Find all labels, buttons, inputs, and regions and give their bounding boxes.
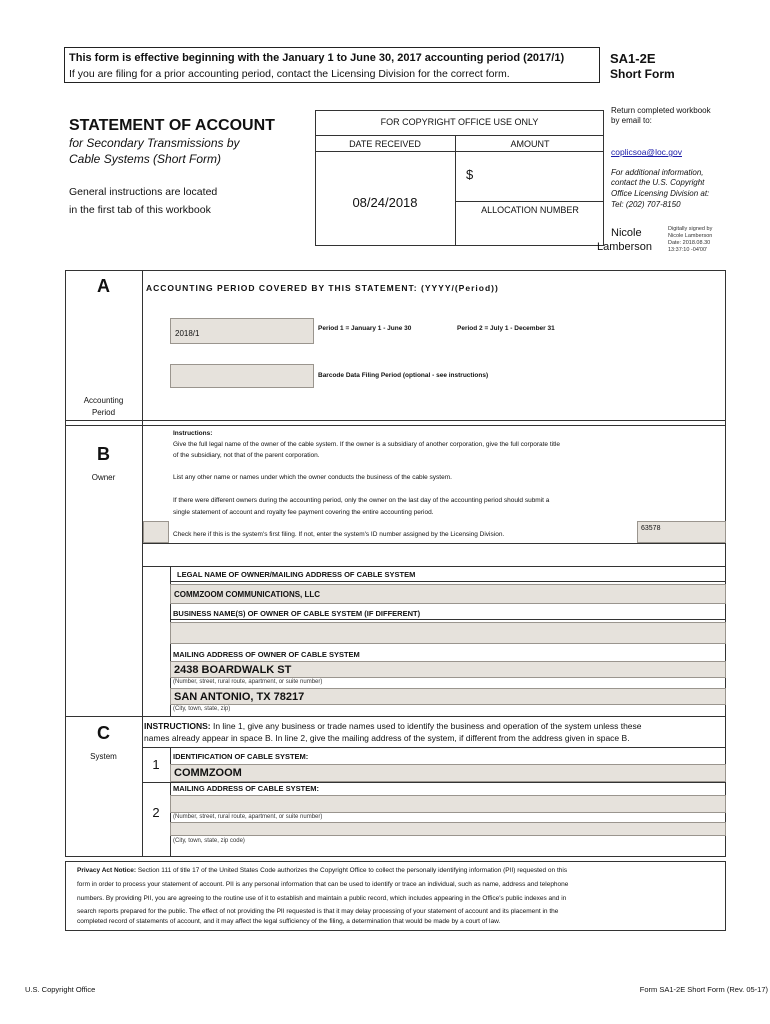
- form-subtitle-1: for Secondary Transmissions by: [69, 136, 240, 150]
- form-code: SA1-2E: [610, 51, 656, 66]
- form-type: Short Form: [610, 67, 675, 81]
- footer-right: Form SA1-2E Short Form (Rev. 05-17): [639, 985, 768, 994]
- barcode-period-input[interactable]: [170, 364, 314, 388]
- section-c-instructions-text: In line 1, give any business or trade names used to identify the business and operation of the system unless these: [210, 721, 642, 731]
- city-value: SAN ANTONIO, TX 78217: [174, 691, 305, 703]
- signature-meta-1: Digitally signed by: [668, 226, 713, 232]
- general-instructions-2: in the first tab of this workbook: [69, 204, 211, 216]
- legal-name-input[interactable]: [170, 584, 726, 604]
- signature-name-1: Nicole: [611, 227, 642, 239]
- privacy-line-1-text: Section 111 of title 17 of the United States Code authorizes the Copyright Office to collect the personally identifying information (PII) requested on this: [136, 867, 568, 874]
- line-2-number: 2: [152, 805, 160, 820]
- office-use-header: FOR COPYRIGHT OFFICE USE ONLY: [380, 117, 539, 127]
- section-b-instructions-5: single statement of account and royalty fee payment covering the entire accounting period.: [173, 509, 434, 516]
- signature-meta-2: Nicole Lamberson: [668, 233, 713, 239]
- system-city-hint: (City, town, state, zip code): [173, 838, 245, 844]
- privacy-line-5: completed record of statements of account, and it may affect the legal sufficiency of the filing, a determination that would be made by a court of law.: [77, 918, 501, 925]
- city-hint: (City, town, state, zip): [173, 706, 231, 712]
- identification-value: COMMZOOM: [174, 767, 242, 779]
- system-street-hint: (Number, street, rural route, apartment, or suite number): [173, 814, 323, 820]
- system-city-input[interactable]: [170, 822, 726, 836]
- form-subtitle-2: Cable Systems (Short Form): [69, 152, 222, 166]
- barcode-period-label: Barcode Data Filing Period (optional - see instructions): [318, 372, 489, 379]
- identification-input[interactable]: [170, 764, 726, 782]
- signature-meta-3: Date: 2018.08.30: [668, 240, 711, 246]
- business-name-label: BUSINESS NAME(S) OF OWNER OF CABLE SYSTEM (IF DIFFERENT): [173, 609, 421, 618]
- section-b-name: Owner: [91, 473, 116, 482]
- section-b-instructions-title: Instructions:: [173, 430, 213, 437]
- section-b-instructions-4: If there were different owners during the accounting period, only the owner on the last day of the accounting period should submit a: [173, 497, 550, 504]
- section-b-instructions-3: List any other name or names under which the owner conducts the business of the cable system.: [173, 474, 452, 481]
- period-2-note: Period 2 = July 1 - December 31: [457, 325, 555, 332]
- street-hint: (Number, street, rural route, apartment, or suite number): [173, 679, 323, 685]
- line-1-number: 1: [152, 757, 160, 772]
- privacy-line-3: numbers. By providing PII, you are agreeing to the routine use of it to establish and maintain a public record, which includes appearing in the Office's public indexes and in: [77, 895, 567, 902]
- section-a-letter: A: [97, 276, 110, 296]
- notice-line2: If you are filing for a prior accounting period, contact the Licensing Division for the correct form.: [69, 68, 510, 80]
- section-c-name: System: [90, 752, 117, 761]
- first-filing-text: Check here if this is the system's first filing. If not, enter the system's ID number assigned by the Licensing Division.: [173, 531, 505, 538]
- section-a-name-1: Accounting: [83, 396, 124, 405]
- identification-label: IDENTIFICATION OF CABLE SYSTEM:: [173, 752, 309, 761]
- section-c-letter: C: [97, 723, 110, 743]
- accounting-period-value: 2018/1: [175, 329, 200, 338]
- city-input[interactable]: [170, 688, 726, 705]
- office-use-box: [315, 110, 604, 246]
- system-id-value: 63578: [641, 525, 661, 532]
- contact-info-1: For additional information,: [611, 168, 704, 177]
- section-b-instructions-2: of the subsidiary, not that of the parent corporation.: [173, 452, 320, 459]
- first-filing-checkbox[interactable]: [143, 521, 169, 543]
- allocation-number-label: ALLOCATION NUMBER: [481, 205, 579, 215]
- privacy-line-1: [77, 867, 567, 874]
- street-address-input[interactable]: [170, 661, 726, 678]
- mailing-address-label: MAILING ADDRESS OF OWNER OF CABLE SYSTEM: [173, 650, 360, 659]
- privacy-notice-title: Privacy Act Notice:: [77, 867, 137, 874]
- section-a-name-2: Period: [91, 408, 116, 417]
- contact-phone: Tel: (202) 707-8150: [611, 200, 681, 209]
- return-instructions-1: Return completed workbook: [611, 106, 711, 115]
- amount-label: AMOUNT: [510, 139, 550, 149]
- legal-name-value: COMMZOOM COMMUNICATIONS, LLC: [174, 590, 321, 599]
- system-mailing-input[interactable]: [170, 795, 726, 813]
- accounting-period-input[interactable]: [170, 318, 314, 344]
- form-title: STATEMENT OF ACCOUNT: [69, 117, 275, 134]
- privacy-line-2: form in order to process your statement of account. PII is any personal information that can be used to identify or trace an individual, such as name, address and telephone: [77, 881, 569, 888]
- section-c-instructions-2: names already appear in space B. In line 2, give the mailing address of the system, if different from the address given in space B.: [144, 733, 630, 743]
- system-mailing-label: MAILING ADDRESS OF CABLE SYSTEM:: [173, 784, 319, 793]
- contact-info-3: Office Licensing Division at:: [611, 189, 710, 198]
- legal-name-label: LEGAL NAME OF OWNER/MAILING ADDRESS OF CABLE SYSTEM: [177, 570, 416, 579]
- footer-left: U.S. Copyright Office: [25, 985, 96, 994]
- system-id-input[interactable]: [637, 521, 726, 543]
- signature-meta-4: 13:37:10 -04'00': [668, 247, 708, 253]
- notice-line1: This form is effective beginning with the January 1 to June 30, 2017 accounting period (2017/1): [69, 52, 565, 64]
- section-a-heading: ACCOUNTING PERIOD COVERED BY THIS STATEMENT: (YYYY/(Period)): [146, 283, 499, 293]
- privacy-line-4: search reports prepared for the public. The effect of not providing the PII requested is that it may delay processing of your statement of account and its placement in the: [77, 908, 559, 915]
- email-link[interactable]: coplicsoa@loc.gov: [611, 147, 682, 157]
- amount-dollar-sign: $: [466, 167, 474, 182]
- section-c-instructions-1: [144, 721, 642, 731]
- section-b-instructions-1: Give the full legal name of the owner of the cable system. If the owner is a subsidiary of another corporation, give the full corporate title: [173, 441, 560, 448]
- date-received-value: 08/24/2018: [352, 195, 418, 210]
- section-c-instructions-bold: INSTRUCTIONS:: [144, 721, 211, 731]
- date-received-label: DATE RECEIVED: [349, 139, 421, 149]
- street-address-value: 2438 BOARDWALK ST: [174, 664, 292, 676]
- signature-name-2: Lamberson: [597, 241, 653, 253]
- section-b-letter: B: [97, 444, 110, 464]
- period-1-note: Period 1 = January 1 - June 30: [318, 325, 412, 332]
- return-instructions-2: by email to:: [611, 116, 652, 125]
- business-name-input[interactable]: [170, 622, 726, 644]
- contact-info-2: contact the U.S. Copyright: [611, 178, 705, 187]
- general-instructions-1: General instructions are located: [69, 186, 218, 198]
